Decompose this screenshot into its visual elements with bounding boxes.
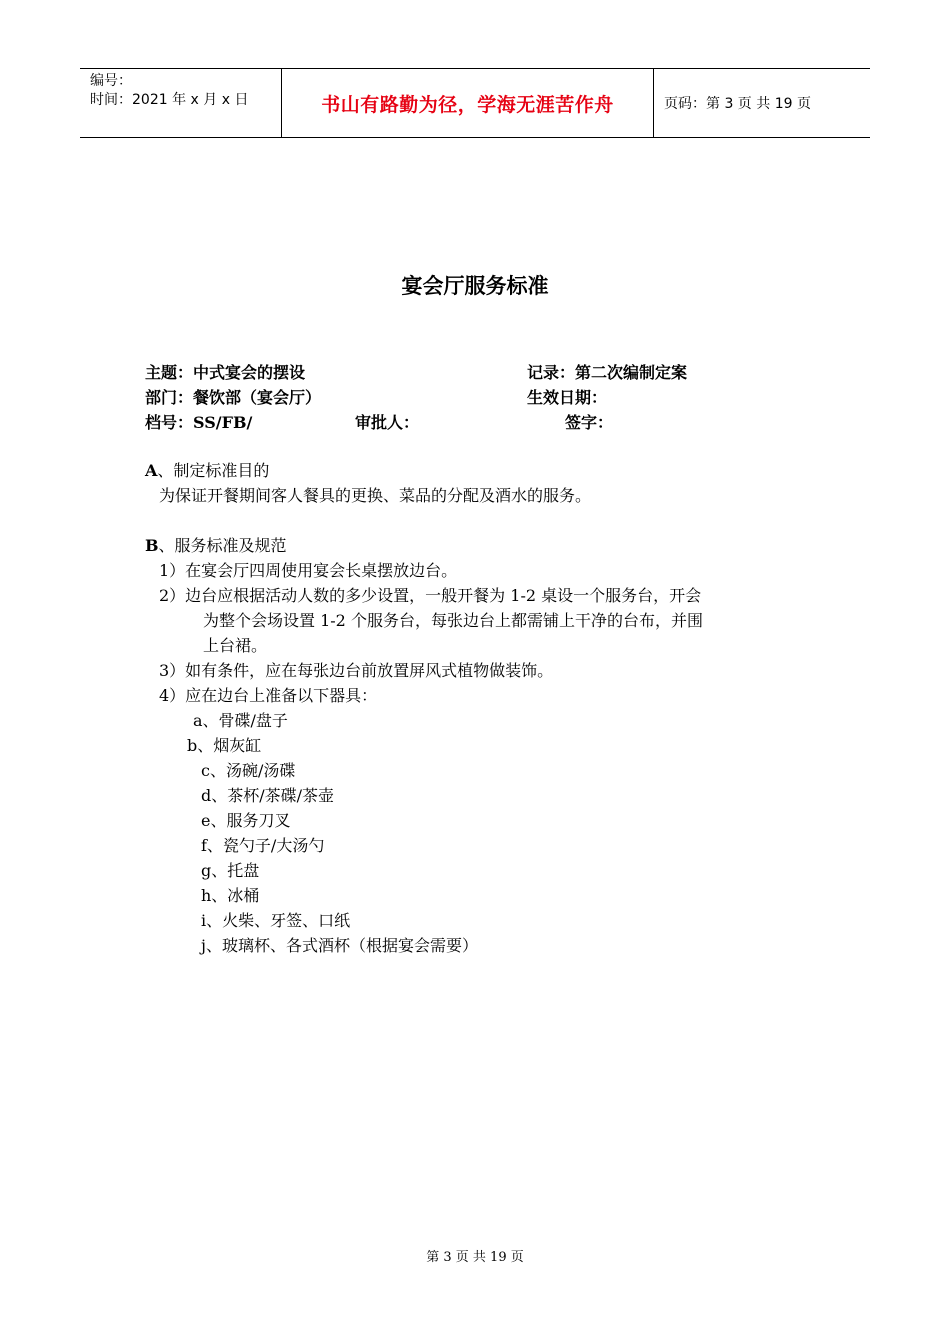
meta-row: [145, 360, 795, 385]
number-label: 编号：: [90, 73, 132, 89]
list-item: 4）应在边台上准备以下器具：: [159, 686, 378, 705]
header-slogan-cell: [282, 69, 654, 137]
meta-subject: 主题：中式宴会的摆设: [145, 363, 306, 382]
section-a-heading: [145, 458, 825, 483]
section-letter: B: [145, 536, 159, 555]
list-item: 2）边台应根据活动人数的多少设置，一般开餐为 1-2 桌设一个服务台，开会: [159, 586, 702, 605]
page-title: 宴会厅服务标准: [401, 273, 549, 298]
meta-row: [145, 385, 795, 410]
meta-record: 记录：第二次编制定案: [527, 363, 688, 382]
page-info: 页码：第 3 页 共 19 页: [664, 96, 811, 112]
equipment-item: i、火柴、牙签、口纸: [201, 911, 351, 930]
list-item: 上台裙。: [203, 636, 268, 655]
section-a-text: 为保证开餐期间客人餐具的更换、菜品的分配及酒水的服务。: [159, 486, 592, 505]
time-label: 时间：2021 年 x 月 x 日: [90, 92, 249, 108]
header-info-cell: [80, 69, 282, 137]
equipment-item: g、托盘: [201, 861, 260, 880]
meta-signature: 签字：: [565, 413, 614, 432]
section-heading-text: 、制定标准目的: [157, 461, 270, 480]
document-body: [145, 458, 825, 958]
meta-effective-date: 生效日期：: [527, 388, 608, 407]
slogan: 书山有路勤为径，学海无涯苦作舟: [321, 93, 614, 116]
section-b-heading: [145, 533, 825, 558]
equipment-item: c、汤碗/汤碟: [201, 761, 296, 780]
equipment-item: a、骨碟/盘子: [193, 711, 288, 730]
equipment-item: f、瓷勺子/大汤勺: [201, 836, 325, 855]
list-item: 为整个会场设置 1-2 个服务台，每张边台上都需铺上干净的台布，并围: [203, 611, 703, 630]
equipment-item: h、冰桶: [201, 886, 260, 905]
page-footer: 第 3 页 共 19 页: [426, 1250, 524, 1265]
header-page-cell: [654, 69, 870, 137]
meta-row: [145, 410, 795, 435]
section-heading-text: 、服务标准及规范: [158, 536, 287, 555]
equipment-item: b、烟灰缸: [187, 736, 262, 755]
meta-department: 部门：餐饮部（宴会厅）: [145, 388, 322, 407]
equipment-item: e、服务刀叉: [201, 811, 291, 830]
page-header: [80, 68, 870, 138]
list-item: 1）在宴会厅四周使用宴会长桌摆放边台。: [159, 561, 458, 580]
equipment-item: d、茶杯/茶碟/茶壶: [201, 786, 335, 805]
list-item: 3）如有条件，应在每张边台前放置屏风式植物做装饰。: [159, 661, 554, 680]
equipment-item: j、玻璃杯、各式酒杯（根据宴会需要）: [201, 936, 478, 955]
meta-file-no: 档号：SS/FB/: [145, 413, 253, 432]
document-meta: [145, 360, 795, 435]
meta-approver: 审批人：: [355, 413, 420, 432]
section-letter: A: [145, 461, 158, 480]
